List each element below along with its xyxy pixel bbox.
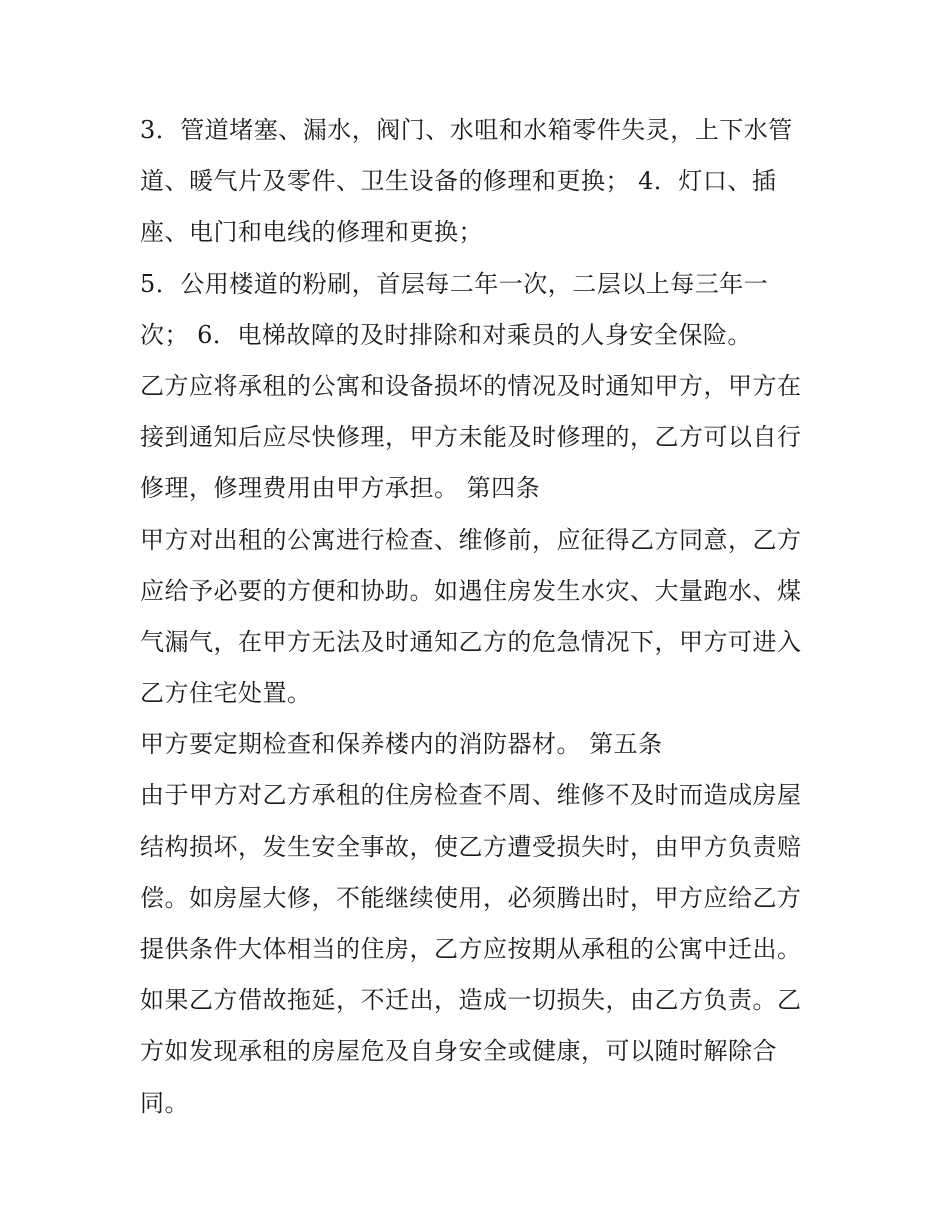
text-line: 修理，修理费用由甲方承担。 第四条 bbox=[140, 474, 541, 503]
text-line: 道、暖气片及零件、卫生设备的修理和更换； 4．灯口、插 bbox=[140, 167, 777, 196]
text-line: 次； 6．电梯故障的及时排除和对乘员的人身安全保险。 bbox=[140, 320, 752, 349]
text-line: 如果乙方借故拖延，不迁出，造成一切损失，由乙方负责。乙 bbox=[140, 986, 802, 1015]
text-line: 提供条件大体相当的住房，乙方应按期从承租的公寓中迁出。 bbox=[140, 935, 802, 963]
text-line: 乙方应将承租的公寓和设备损坏的情况及时通知甲方，甲方在 bbox=[140, 371, 802, 400]
text-line: 5．公用楼道的粉刷，首层每二年一次，二层以上每三年一 bbox=[140, 269, 769, 298]
text-line: 方如发现承租的房屋危及自身安全或健康，可以随时解除合 bbox=[140, 1037, 777, 1066]
text-line: 3．管道堵塞、漏水，阀门、水咀和水箱零件失灵，上下水管 bbox=[140, 116, 793, 144]
text-line: 甲方要定期检查和保养楼内的消防器材。 第五条 bbox=[140, 730, 663, 759]
text-line: 应给予必要的方便和协助。如遇住房发生水灾、大量跑水、煤 bbox=[140, 576, 802, 605]
text-line: 甲方对出租的公寓进行检查、维修前，应征得乙方同意，乙方 bbox=[140, 525, 802, 554]
document-body bbox=[140, 105, 820, 1129]
text-line: 结构损坏，发生安全事故，使乙方遭受损失时，由甲方负责赔 bbox=[140, 832, 802, 861]
text-line: 偿。如房屋大修，不能继续使用，必须腾出时，甲方应给乙方 bbox=[140, 883, 802, 912]
text-line: 气漏气，在甲方无法及时通知乙方的危急情况下，甲方可进入 bbox=[140, 627, 802, 656]
text-line: 接到通知后应尽快修理，甲方未能及时修理的，乙方可以自行 bbox=[140, 423, 802, 452]
text-line: 乙方住宅处置。 bbox=[140, 679, 312, 708]
text-line: 同。 bbox=[140, 1088, 189, 1117]
text-line: 由于甲方对乙方承租的住房检查不周、维修不及时而造成房屋 bbox=[140, 781, 802, 810]
text-line: 座、电门和电线的修理和更换； bbox=[140, 218, 483, 247]
